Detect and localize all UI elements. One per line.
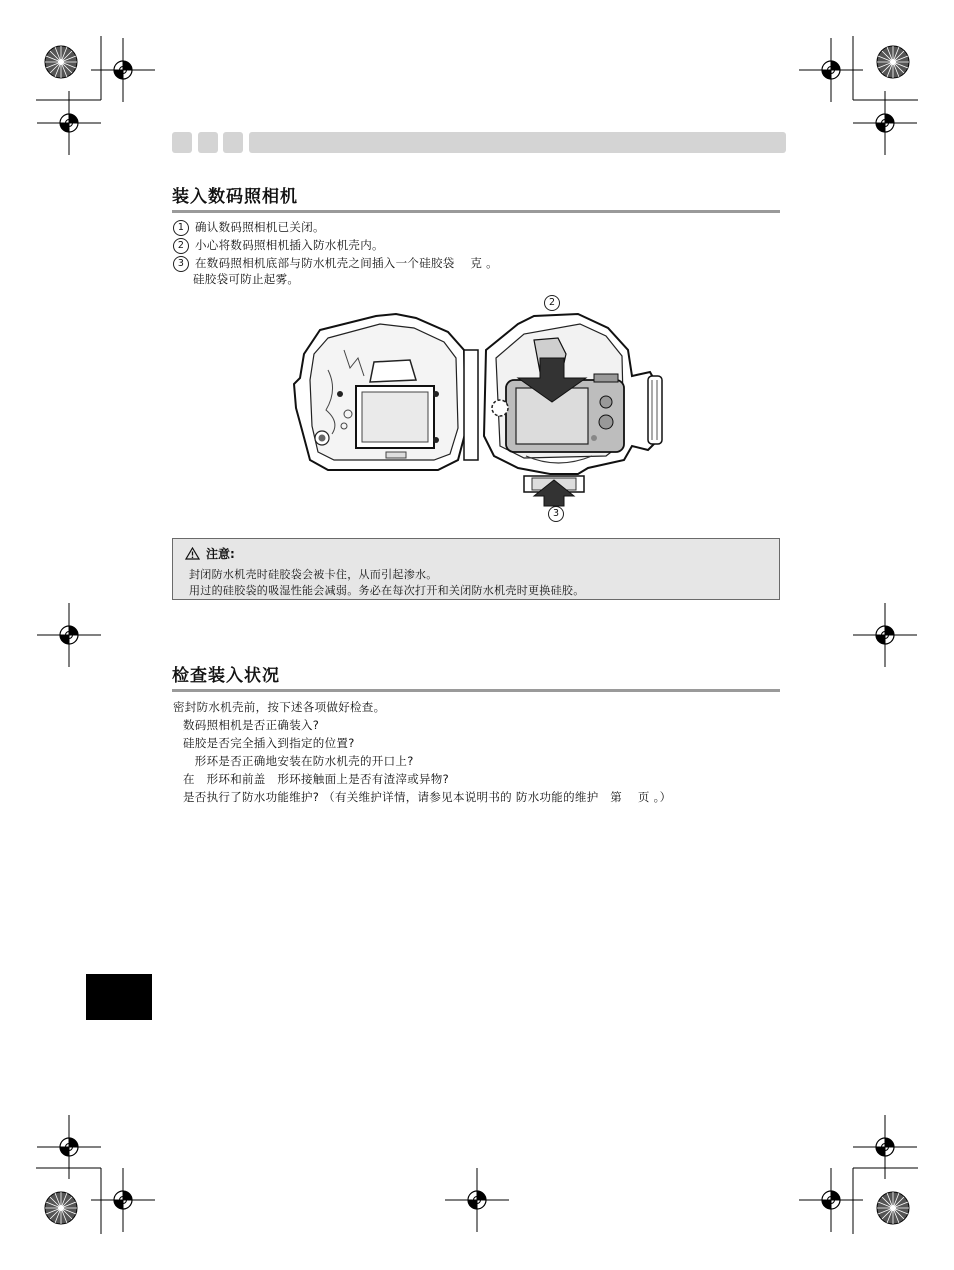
header-block-1 [172, 132, 192, 153]
chapter-tab [86, 974, 152, 1020]
step-text: 确认数码照相机已关闭。 [195, 220, 325, 234]
header-bar [249, 132, 786, 153]
step-3-note: 硅胶袋可防止起雾。 [193, 272, 300, 286]
caution-line-2: 用过的硅胶袋的吸湿性能会减弱。务必在每次打开和关闭防水机壳时更换硅胶。 [189, 584, 585, 597]
figure-callout-3: 3 [548, 506, 564, 522]
step-text: 小心将数码照相机插入防水机壳内。 [195, 238, 384, 252]
step-1 [173, 218, 325, 236]
check-intro: 密封防水机壳前，按下述各项做好检查。 [173, 700, 386, 714]
section-title-check-status: 检查装入状况 [172, 661, 780, 692]
step-number: 3 [173, 256, 189, 272]
step-number: 2 [173, 238, 189, 254]
header-block-3 [223, 132, 243, 153]
check-item-2: 硅胶是否完全插入到指定的位置? [183, 736, 355, 750]
caution-line-1: 封闭防水机壳时硅胶袋会被卡住，从而引起渗水。 [189, 568, 438, 581]
header-block-2 [198, 132, 218, 153]
check-item-3: 形环是否正确地安装在防水机壳的开口上? [183, 754, 414, 768]
check-item-5: 是否执行了防水功能维护? （有关维护详情，请参见本说明书的 防水功能的维护 第 页 。） [183, 790, 672, 804]
caution-title: 注意: [206, 547, 235, 561]
check-item-1: 数码照相机是否正确装入? [183, 718, 320, 732]
section-title-load-camera: 装入数码照相机 [172, 182, 780, 213]
step-2 [173, 236, 384, 254]
caution-box [172, 538, 780, 600]
caution-heading [185, 545, 235, 562]
check-item-4: 在 形环和前盖 形环接触面上是否有渣滓或异物? [183, 772, 450, 786]
step-number: 1 [173, 220, 189, 236]
figure-callout-2: 2 [544, 295, 560, 311]
housing-illustration [288, 310, 666, 508]
step-text: 在数码照相机底部与防水机壳之间插入一个硅胶袋 克 。 [195, 256, 498, 270]
warning-icon [185, 547, 200, 560]
